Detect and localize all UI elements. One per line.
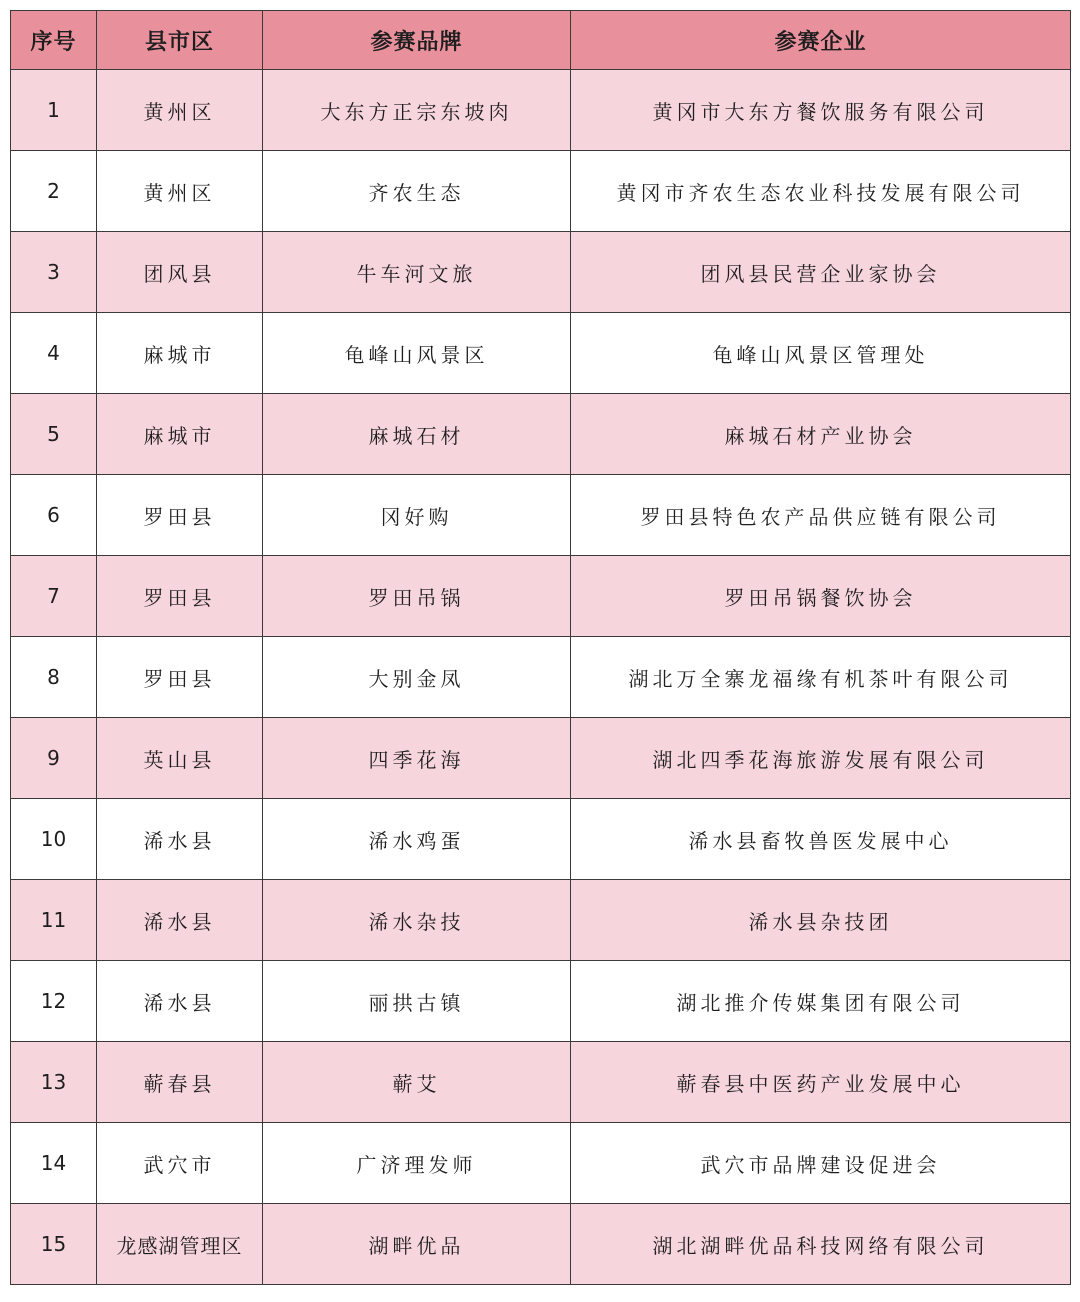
table-row	[11, 556, 1071, 637]
cell-brand: 浠水杂技	[263, 880, 571, 961]
cell-company: 麻城石材产业协会	[571, 394, 1071, 475]
cell-serial-number: 7	[11, 556, 97, 637]
table-row	[11, 232, 1071, 313]
cell-company: 武穴市品牌建设促进会	[571, 1123, 1071, 1204]
cell-company: 罗田吊锅餐饮协会	[571, 556, 1071, 637]
cell-company: 团风县民营企业家协会	[571, 232, 1071, 313]
cell-district: 龙感湖管理区	[97, 1204, 263, 1285]
cell-company: 湖北四季花海旅游发展有限公司	[571, 718, 1071, 799]
table-row	[11, 475, 1071, 556]
cell-district: 麻城市	[97, 313, 263, 394]
table-row	[11, 880, 1071, 961]
header-brand: 参赛品牌	[263, 11, 571, 70]
entries-table	[10, 10, 1071, 1285]
cell-company: 黄冈市齐农生态农业科技发展有限公司	[571, 151, 1071, 232]
cell-company: 罗田县特色农产品供应链有限公司	[571, 475, 1071, 556]
cell-brand: 大东方正宗东坡肉	[263, 70, 571, 151]
cell-district: 罗田县	[97, 475, 263, 556]
cell-company: 浠水县畜牧兽医发展中心	[571, 799, 1071, 880]
cell-district: 黄州区	[97, 151, 263, 232]
cell-company: 浠水县杂技团	[571, 880, 1071, 961]
cell-company: 蕲春县中医药产业发展中心	[571, 1042, 1071, 1123]
table-row	[11, 70, 1071, 151]
table-row	[11, 313, 1071, 394]
cell-brand: 湖畔优品	[263, 1204, 571, 1285]
cell-brand: 龟峰山风景区	[263, 313, 571, 394]
cell-serial-number: 1	[11, 70, 97, 151]
header-company: 参赛企业	[571, 11, 1071, 70]
cell-district: 黄州区	[97, 70, 263, 151]
cell-brand: 麻城石材	[263, 394, 571, 475]
table-row	[11, 1204, 1071, 1285]
table-row	[11, 151, 1071, 232]
table-row	[11, 799, 1071, 880]
table-row	[11, 394, 1071, 475]
table-row	[11, 1042, 1071, 1123]
cell-company: 黄冈市大东方餐饮服务有限公司	[571, 70, 1071, 151]
cell-serial-number: 10	[11, 799, 97, 880]
cell-district: 蕲春县	[97, 1042, 263, 1123]
cell-district: 罗田县	[97, 556, 263, 637]
cell-brand: 丽拱古镇	[263, 961, 571, 1042]
cell-serial-number: 9	[11, 718, 97, 799]
table-row	[11, 961, 1071, 1042]
table-row	[11, 1123, 1071, 1204]
cell-serial-number: 5	[11, 394, 97, 475]
table-header-row	[11, 11, 1071, 70]
cell-serial-number: 14	[11, 1123, 97, 1204]
cell-district: 浠水县	[97, 799, 263, 880]
cell-brand: 齐农生态	[263, 151, 571, 232]
cell-company: 湖北推介传媒集团有限公司	[571, 961, 1071, 1042]
cell-company: 湖北湖畔优品科技网络有限公司	[571, 1204, 1071, 1285]
cell-brand: 牛车河文旅	[263, 232, 571, 313]
cell-brand: 冈好购	[263, 475, 571, 556]
cell-district: 团风县	[97, 232, 263, 313]
header-district: 县市区	[97, 11, 263, 70]
cell-district: 麻城市	[97, 394, 263, 475]
cell-brand: 浠水鸡蛋	[263, 799, 571, 880]
cell-serial-number: 4	[11, 313, 97, 394]
header-serial-number: 序号	[11, 11, 97, 70]
cell-serial-number: 13	[11, 1042, 97, 1123]
cell-brand: 广济理发师	[263, 1123, 571, 1204]
cell-district: 武穴市	[97, 1123, 263, 1204]
cell-brand: 四季花海	[263, 718, 571, 799]
entries-table-container	[10, 10, 1070, 1285]
cell-serial-number: 15	[11, 1204, 97, 1285]
cell-district: 浠水县	[97, 880, 263, 961]
cell-district: 罗田县	[97, 637, 263, 718]
cell-brand: 罗田吊锅	[263, 556, 571, 637]
cell-company: 龟峰山风景区管理处	[571, 313, 1071, 394]
table-row	[11, 637, 1071, 718]
cell-district: 英山县	[97, 718, 263, 799]
cell-brand: 大别金凤	[263, 637, 571, 718]
cell-company: 湖北万全寨龙福缘有机茶叶有限公司	[571, 637, 1071, 718]
cell-district: 浠水县	[97, 961, 263, 1042]
cell-serial-number: 12	[11, 961, 97, 1042]
table-row	[11, 718, 1071, 799]
cell-serial-number: 11	[11, 880, 97, 961]
cell-serial-number: 2	[11, 151, 97, 232]
cell-serial-number: 6	[11, 475, 97, 556]
cell-serial-number: 8	[11, 637, 97, 718]
cell-serial-number: 3	[11, 232, 97, 313]
cell-brand: 蕲艾	[263, 1042, 571, 1123]
